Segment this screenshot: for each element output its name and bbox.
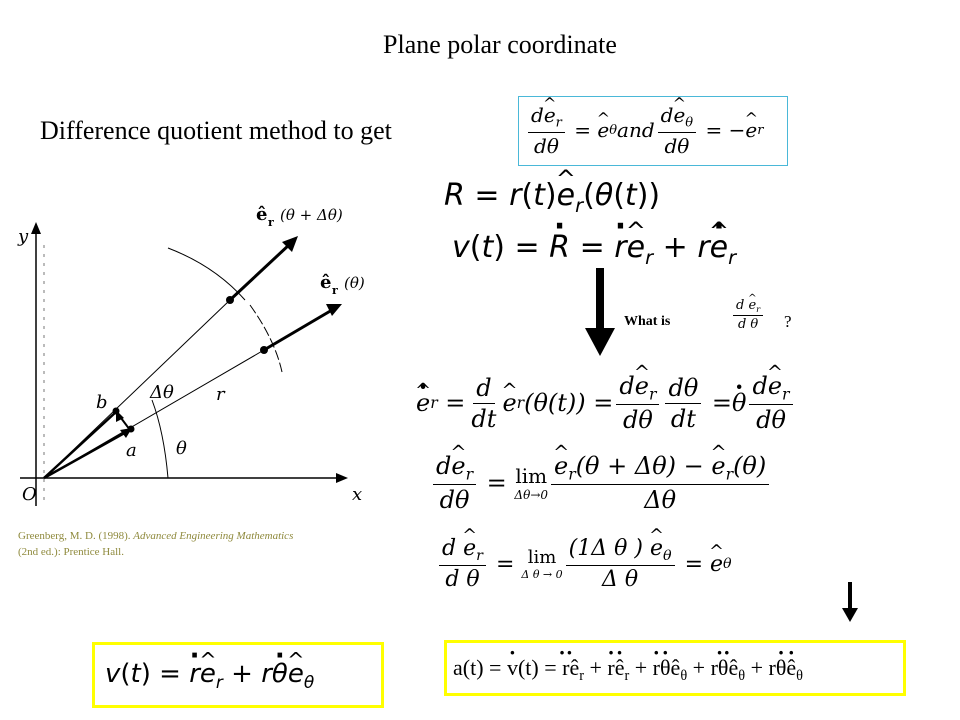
polar-coordinate-diagram [0,190,400,520]
what-is-question: ? [784,312,792,331]
citation-edition: (2nd ed.): Prentice Hall. [18,546,124,558]
y-axis-arrowhead [31,222,41,234]
outer-arc [168,248,245,300]
label-origin: O [22,484,37,505]
label-er-lower-symbol: ê [320,272,332,293]
point-a [128,426,135,433]
velocity-result-box [92,642,384,708]
label-b: b [96,392,108,413]
theta-arc [152,400,168,478]
slide-title: Plane polar coordinate [383,30,617,59]
unit-vector-derivative-equation: $\frac{d\^{} e_r}{d\theta}$ = ^ e θ and $\frac{d\^{} e_\theta}{d\theta}$ = − ^ e r [525,103,763,158]
velocity-equation: v(t) = · R = · r^ $e_r + r\cdot$ ^ $e_r$ [452,230,736,269]
label-x: x [352,484,363,505]
down-arrow-small [842,582,858,622]
x-axis-arrowhead [336,473,348,483]
limit-result-equation: $\frac{d \^{} e_r}{\text{d θ}}$ = lim Δ θ → 0 $\frac{(1\Delta \theta ) \^{} e_\theta}{\text{Δ θ}}$ = ^ e θ [436,536,732,592]
label-theta: θ [176,438,187,459]
unit-vector-lower-arrowhead [326,304,342,316]
down-arrow-large [585,268,615,356]
label-r: r [216,384,225,405]
what-is-label: What is [624,314,671,329]
point-lower [260,346,268,354]
point-upper [226,296,234,304]
limit-definition-equation: $\frac{d\^{} e_r}{d\theta}$ = lim Δθ→0 ^ $\frac{e_r(\theta + \Delta\theta) - \^{} e_r(\theta)}{\Delta\theta}$ [430,452,772,514]
what-is-fraction: $\frac{d \^{} e_r}{\text{d θ}}$ [730,298,766,332]
label-er-lower-sub: r [332,284,338,297]
citation-book-title: Advanced Engineering Mathematics [133,530,294,542]
unit-vector-upper [230,244,290,300]
label-y: y [18,226,29,247]
label-er-upper-sub: r [268,216,274,229]
outer-arc-lower [250,305,282,372]
unit-vector-derivative-box [518,96,788,166]
chain-rule-equation: · ^ e r = $\frac{d}{dt}$ ^ e r (θ(t)) = $\frac{d\^{} e_r}{d\theta}$ $\frac{d\theta}{dt}$ = · θ $\frac{d\^{} e_r}{d\theta}$ [416,372,796,434]
label-er-upper-symbol: ê [256,204,268,225]
unit-vector-lower [264,310,332,350]
label-delta-theta: Δθ [150,382,174,403]
acceleration-result-equation: a(t) = · v(t) = ·· $rê_r$ + · $r\cdot ê_r$ + · $r\cdot \theta ê_\theta + r\cdot\cdot$ $\theta ê_\theta + r\cdot \theta\cdot$ $ê_\theta$ [453,655,803,685]
citation [18,528,388,560]
position-equation: R = r(t)^ $e_r(\theta(t))$ [444,178,660,217]
label-a: a [126,440,137,461]
velocity-result-equation: v(t) = · r^ $e_r + r\cdot$ θ^ $e_\theta$ [105,659,314,692]
citation-authors: Greenberg, M. D. (1998). [18,530,134,542]
label-er-lower-arg: (θ) [344,274,365,292]
slide-subtitle: Difference quotient method to get [40,116,392,145]
point-b [113,408,120,415]
acceleration-result-box [444,640,906,696]
label-er-upper-arg: (θ + Δθ) [280,206,343,224]
